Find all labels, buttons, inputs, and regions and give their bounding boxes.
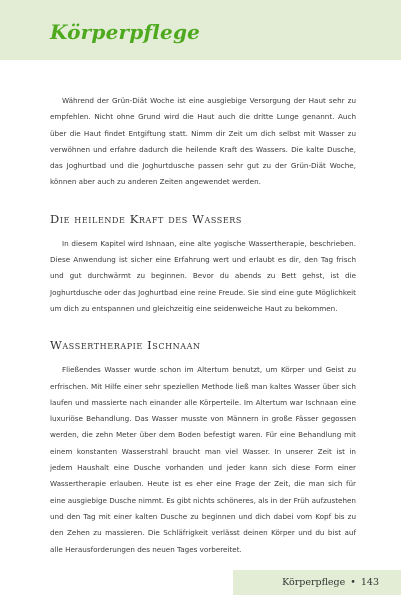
- paragraph-wassertherapie: Fließendes Wasser wurde schon im Altertum benutzt, um Körper und Geist zu erfrischen. Mit Hilfe einer sehr speziellen Methode ließ man kaltes Wasser über sich laufen und massierte nach einander alle Körperteile. Im Altertum war Ischnaan eine luxuriöse Behandlung. Das Wasser musste von Männern in große Fässer gegossen werden, die zehn Meter über dem Boden befestigt waren. Für eine Behandlung mit einem konstanten Wasserstrahl braucht man viel Wasser. In unserer Zeit ist in jedem Haushalt eine Dusche vorhanden und jeder kann sich diese Form einer Wassertherapie erlauben. Heute ist es eher eine Frage der Zeit, die man sich für eine ausgiebige Dusche nimmt. Es gibt nichts schöneres, als in der Früh aufzustehen und den Tag mit einer kalten Dusche zu beginnen und dich dabei vom Kopf bis zu den Zehen zu massieren. Die Schläfrigkeit verlässt deinen Körper und du bist auf alle Herausforderungen des neuen Tages vorbereitet.: [50, 365, 356, 554]
- footer-band: [233, 570, 401, 595]
- header-band: [0, 0, 401, 60]
- section-heading-heilende-kraft: Die heilende Kraft des Wassers: [50, 211, 242, 226]
- chapter-title: Körperpflege: [50, 20, 201, 44]
- running-title: Körperpflege: [282, 577, 346, 588]
- paragraph-heilende-kraft: In diesem Kapitel wird Ishnaan, eine alte yogische Wassertherapie, beschrieben. Diese Anwendung ist sicher eine Erfahrung wert und erlaubt es dir, den Tag frisch und gut durchwärmt zu beginnen. Bevor du abends zu Bett gehst, ist die Joghurtdusche oder das Joghurtbad eine reine Freude. Sie sind eine gute Möglichkeit um dich zu entspannen und gleichzeitig eine seidenweiche Haut zu bekommen.: [50, 238, 356, 313]
- footer-separator: •: [350, 577, 356, 588]
- intro-paragraph: Während der Grün-Diät Woche ist eine ausgiebige Versorgung der Haut sehr zu empfehlen. Nicht ohne Grund wird die Haut auch die dritte Lunge genannt. Auch über die Haut findet Entgiftung statt. Nimm dir Zeit um dich selbst mit Wasser zu verwöhnen und erfahre dadurch die heilende Kraft des Wassers. Die kalte Dusche, das Joghurtbad und die Joghurtdusche passen sehr gut zu der Grün-Diät Woche, können aber auch zu anderen Zeiten angewendet werden.: [50, 96, 356, 187]
- page-body: [50, 93, 356, 558]
- section-heading-wassertherapie: Wassertherapie Ischnaan: [50, 338, 201, 353]
- page-number: 143: [360, 577, 379, 588]
